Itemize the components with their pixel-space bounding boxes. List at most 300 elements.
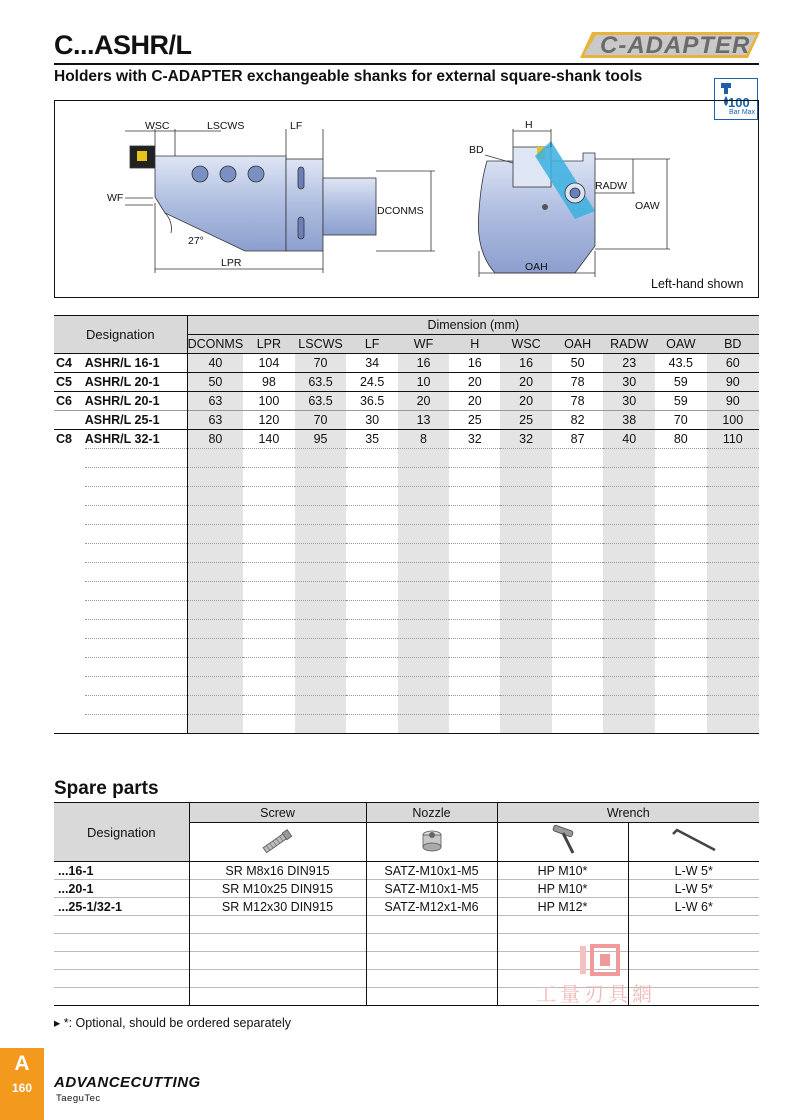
- empty-cell: [398, 487, 449, 506]
- empty-row: [54, 677, 759, 696]
- empty-cell: [500, 601, 552, 620]
- empty-cell: [295, 468, 347, 487]
- empty-cell: [187, 582, 243, 601]
- screw-icon: [258, 826, 298, 856]
- empty-cell: [366, 916, 497, 934]
- page-title: C...ASHR/L: [54, 30, 192, 60]
- dimension-cell: 24.5: [346, 373, 397, 392]
- dimension-column-header: OAH: [552, 335, 603, 354]
- label-wf: WF: [107, 192, 124, 204]
- empty-cell: [398, 449, 449, 468]
- empty-cell: [346, 525, 397, 544]
- label-lpr: LPR: [221, 257, 242, 269]
- screw-image-cell: [189, 823, 366, 862]
- empty-cell: [655, 525, 707, 544]
- empty-cell: [603, 582, 655, 601]
- empty-cell: [54, 563, 85, 582]
- empty-row: [54, 582, 759, 601]
- empty-cell: [346, 563, 397, 582]
- empty-cell: [449, 544, 500, 563]
- table-row: [54, 354, 759, 373]
- empty-cell: [243, 715, 294, 734]
- empty-cell: [398, 620, 449, 639]
- empty-cell: [603, 487, 655, 506]
- spare-designation-cell: ...16-1: [54, 862, 189, 880]
- empty-cell: [295, 715, 347, 734]
- label-angle: 27°: [188, 235, 204, 247]
- dimension-cell: 20: [398, 392, 449, 411]
- dimension-cell: 59: [655, 373, 707, 392]
- spare-screw-cell: SR M12x30 DIN915: [189, 898, 366, 916]
- page-number: 160: [11, 1081, 33, 1095]
- dimension-cell: 80: [655, 430, 707, 449]
- empty-cell: [85, 601, 187, 620]
- empty-cell: [603, 677, 655, 696]
- empty-cell: [500, 715, 552, 734]
- empty-cell: [243, 525, 294, 544]
- empty-cell: [54, 715, 85, 734]
- dimension-cell: 63: [187, 411, 243, 430]
- pressure-value: 100: [728, 95, 750, 110]
- empty-cell: [54, 449, 85, 468]
- group-code: C6: [54, 392, 85, 411]
- empty-cell: [398, 715, 449, 734]
- label-lf: LF: [290, 120, 303, 132]
- dimension-cell: 60: [707, 354, 759, 373]
- empty-cell: [628, 952, 759, 970]
- empty-cell: [552, 677, 603, 696]
- empty-cell: [295, 620, 347, 639]
- label-oah: OAH: [525, 261, 548, 273]
- empty-cell: [54, 970, 189, 988]
- empty-cell: [655, 696, 707, 715]
- logo-text: C-ADAPTER: [600, 32, 751, 59]
- dimension-cell: 95: [295, 430, 347, 449]
- dimension-cell: 120: [243, 411, 294, 430]
- empty-cell: [54, 525, 85, 544]
- dimension-group-header: Dimension (mm): [187, 316, 759, 335]
- empty-cell: [85, 677, 187, 696]
- section-letter: A: [14, 1052, 30, 1075]
- dimension-cell: 23: [603, 354, 655, 373]
- empty-cell: [54, 487, 85, 506]
- holder-drawing: [55, 101, 758, 297]
- dimension-cell: 87: [552, 430, 603, 449]
- spare-row: [54, 880, 759, 898]
- empty-cell: [85, 487, 187, 506]
- empty-cell: [449, 677, 500, 696]
- empty-cell: [655, 658, 707, 677]
- dimension-cell: 20: [449, 373, 500, 392]
- dimension-cell: 16: [449, 354, 500, 373]
- empty-cell: [85, 658, 187, 677]
- empty-cell: [398, 677, 449, 696]
- empty-cell: [295, 487, 347, 506]
- empty-row: [54, 449, 759, 468]
- empty-cell: [500, 696, 552, 715]
- spare-designation-cell: ...20-1: [54, 880, 189, 898]
- empty-row: [54, 715, 759, 734]
- watermark-text: 工量刃具網: [536, 982, 656, 1006]
- dimension-cell: 35: [346, 430, 397, 449]
- dimension-cell: 50: [187, 373, 243, 392]
- empty-cell: [85, 639, 187, 658]
- empty-row: [54, 696, 759, 715]
- empty-cell: [54, 952, 189, 970]
- empty-cell: [366, 952, 497, 970]
- empty-cell: [398, 563, 449, 582]
- empty-cell: [707, 563, 759, 582]
- designation-header: Designation: [54, 316, 187, 354]
- t-wrench-image-cell: [497, 823, 628, 862]
- empty-cell: [655, 639, 707, 658]
- empty-cell: [603, 563, 655, 582]
- dimension-table: [54, 315, 759, 734]
- empty-cell: [189, 934, 366, 952]
- empty-cell: [243, 696, 294, 715]
- empty-cell: [187, 696, 243, 715]
- empty-cell: [449, 506, 500, 525]
- empty-cell: [707, 525, 759, 544]
- empty-cell: [187, 449, 243, 468]
- empty-cell: [655, 506, 707, 525]
- empty-cell: [346, 658, 397, 677]
- empty-cell: [295, 525, 347, 544]
- empty-cell: [243, 563, 294, 582]
- empty-row: [54, 934, 759, 952]
- spare-nozzle-cell: SATZ-M10x1-M5: [366, 862, 497, 880]
- dimension-cell: 70: [295, 354, 347, 373]
- empty-row: [54, 620, 759, 639]
- empty-cell: [54, 582, 85, 601]
- empty-cell: [54, 988, 189, 1006]
- label-oaw: OAW: [635, 200, 660, 212]
- spare-screw-cell: SR M8x16 DIN915: [189, 862, 366, 880]
- empty-cell: [655, 468, 707, 487]
- table-row: [54, 373, 759, 392]
- empty-cell: [449, 582, 500, 601]
- empty-cell: [243, 544, 294, 563]
- empty-cell: [189, 916, 366, 934]
- spare-wrench2-cell: L-W 5*: [628, 862, 759, 880]
- empty-cell: [603, 639, 655, 658]
- empty-cell: [54, 916, 189, 934]
- empty-cell: [655, 449, 707, 468]
- empty-cell: [346, 715, 397, 734]
- empty-cell: [628, 934, 759, 952]
- brand-logo: ADVANCECUTTING: [54, 1074, 201, 1091]
- empty-cell: [707, 696, 759, 715]
- empty-cell: [655, 715, 707, 734]
- wrench-header: Wrench: [497, 803, 759, 823]
- spare-row: [54, 862, 759, 880]
- l-wrench-icon: [669, 826, 719, 856]
- dimension-cell: 90: [707, 392, 759, 411]
- empty-cell: [603, 449, 655, 468]
- empty-cell: [243, 506, 294, 525]
- spare-nozzle-cell: SATZ-M12x1-M6: [366, 898, 497, 916]
- spare-designation-cell: ...25-1/32-1: [54, 898, 189, 916]
- empty-row: [54, 563, 759, 582]
- empty-cell: [707, 487, 759, 506]
- dimension-cell: 25: [500, 411, 552, 430]
- dimension-cell: 25: [449, 411, 500, 430]
- empty-cell: [346, 696, 397, 715]
- dimension-cell: 104: [243, 354, 294, 373]
- empty-cell: [707, 620, 759, 639]
- empty-cell: [552, 696, 603, 715]
- empty-cell: [655, 620, 707, 639]
- t-wrench-icon: [543, 825, 583, 857]
- empty-cell: [449, 601, 500, 620]
- empty-row: [54, 468, 759, 487]
- page-subtitle: Holders with C-ADAPTER exchangeable shanks for external square-shank tools: [54, 68, 643, 85]
- dimension-cell: 40: [603, 430, 655, 449]
- dimension-column-header: OAW: [655, 335, 707, 354]
- footnote-text: *: Optional, should be ordered separately: [63, 1016, 291, 1030]
- dimension-cell: 140: [243, 430, 294, 449]
- empty-cell: [707, 582, 759, 601]
- dimension-column-header: LSCWS: [295, 335, 347, 354]
- empty-cell: [552, 487, 603, 506]
- empty-cell: [243, 487, 294, 506]
- label-bd: BD: [469, 144, 484, 156]
- empty-cell: [552, 525, 603, 544]
- table-row: [54, 392, 759, 411]
- pressure-unit: Bar Max: [729, 109, 756, 116]
- spare-wrench1-cell: HP M12*: [497, 898, 628, 916]
- empty-cell: [552, 468, 603, 487]
- empty-row: [54, 639, 759, 658]
- dimension-column-header: DCONMS: [187, 335, 243, 354]
- dimension-cell: 10: [398, 373, 449, 392]
- dimension-cell: 8: [398, 430, 449, 449]
- empty-cell: [54, 934, 189, 952]
- empty-cell: [295, 639, 347, 658]
- empty-cell: [398, 696, 449, 715]
- empty-cell: [603, 658, 655, 677]
- empty-cell: [85, 525, 187, 544]
- empty-cell: [346, 601, 397, 620]
- spare-wrench1-cell: HP M10*: [497, 880, 628, 898]
- l-wrench-image-cell: [628, 823, 759, 862]
- empty-cell: [398, 506, 449, 525]
- label-h: H: [525, 119, 533, 131]
- dimension-cell: 63.5: [295, 392, 347, 411]
- empty-cell: [346, 582, 397, 601]
- empty-cell: [366, 970, 497, 988]
- empty-cell: [54, 658, 85, 677]
- empty-cell: [187, 468, 243, 487]
- empty-cell: [85, 620, 187, 639]
- empty-cell: [398, 468, 449, 487]
- empty-cell: [707, 639, 759, 658]
- designation-cell: ASHR/L 25-1: [85, 411, 187, 430]
- empty-cell: [295, 601, 347, 620]
- label-radw: RADW: [595, 180, 628, 192]
- empty-cell: [346, 468, 397, 487]
- empty-cell: [603, 620, 655, 639]
- dimension-cell: 90: [707, 373, 759, 392]
- empty-cell: [552, 506, 603, 525]
- empty-row: [54, 601, 759, 620]
- empty-cell: [295, 449, 347, 468]
- empty-cell: [295, 696, 347, 715]
- dimension-cell: 32: [500, 430, 552, 449]
- empty-cell: [295, 563, 347, 582]
- dimension-cell: 63.5: [295, 373, 347, 392]
- empty-cell: [500, 639, 552, 658]
- empty-cell: [500, 582, 552, 601]
- empty-row: [54, 658, 759, 677]
- dimension-cell: 36.5: [346, 392, 397, 411]
- empty-cell: [603, 468, 655, 487]
- empty-cell: [449, 639, 500, 658]
- drawing-note: Left-hand shown: [651, 277, 744, 291]
- empty-cell: [500, 449, 552, 468]
- nozzle-icon: [417, 826, 447, 856]
- empty-cell: [346, 544, 397, 563]
- empty-cell: [500, 487, 552, 506]
- bullet-arrow-icon: ▸: [54, 1016, 64, 1030]
- dimension-cell: 110: [707, 430, 759, 449]
- dimension-cell: 70: [295, 411, 347, 430]
- dimension-cell: 100: [243, 392, 294, 411]
- dimension-cell: 59: [655, 392, 707, 411]
- empty-cell: [449, 715, 500, 734]
- empty-cell: [552, 658, 603, 677]
- c-adapter-logo: [578, 30, 760, 60]
- dimension-cell: 50: [552, 354, 603, 373]
- dimension-cell: 70: [655, 411, 707, 430]
- empty-cell: [500, 468, 552, 487]
- spare-wrench2-cell: L-W 5*: [628, 880, 759, 898]
- side-view: [125, 129, 435, 273]
- empty-cell: [187, 487, 243, 506]
- empty-cell: [500, 544, 552, 563]
- empty-cell: [449, 449, 500, 468]
- designation-cell: ASHR/L 20-1: [85, 392, 187, 411]
- footnote: [54, 1015, 291, 1030]
- empty-cell: [398, 658, 449, 677]
- dimension-cell: 63: [187, 392, 243, 411]
- empty-cell: [346, 487, 397, 506]
- empty-cell: [85, 544, 187, 563]
- empty-cell: [552, 601, 603, 620]
- label-wsc: WSC: [145, 120, 170, 132]
- title-rule: [54, 63, 759, 65]
- empty-cell: [54, 696, 85, 715]
- nozzle-header: Nozzle: [366, 803, 497, 823]
- designation-cell: ASHR/L 32-1: [85, 430, 187, 449]
- empty-cell: [85, 696, 187, 715]
- empty-cell: [398, 525, 449, 544]
- empty-row: [54, 525, 759, 544]
- empty-cell: [603, 506, 655, 525]
- spare-screw-cell: SR M10x25 DIN915: [189, 880, 366, 898]
- screw-header: Screw: [189, 803, 366, 823]
- empty-cell: [187, 544, 243, 563]
- empty-cell: [346, 449, 397, 468]
- spare-designation-header: Designation: [54, 803, 189, 862]
- table-row: [54, 430, 759, 449]
- empty-cell: [295, 658, 347, 677]
- dimension-cell: 32: [449, 430, 500, 449]
- empty-cell: [54, 620, 85, 639]
- empty-cell: [295, 506, 347, 525]
- empty-row: [54, 952, 759, 970]
- empty-cell: [54, 506, 85, 525]
- empty-cell: [295, 582, 347, 601]
- empty-cell: [603, 544, 655, 563]
- empty-cell: [398, 601, 449, 620]
- group-code: C4: [54, 354, 85, 373]
- empty-cell: [655, 582, 707, 601]
- empty-cell: [85, 468, 187, 487]
- dimension-cell: 78: [552, 392, 603, 411]
- watermark-logo-icon: [578, 944, 622, 978]
- empty-cell: [346, 639, 397, 658]
- dimension-cell: 20: [500, 373, 552, 392]
- empty-cell: [54, 601, 85, 620]
- empty-cell: [655, 601, 707, 620]
- technical-drawing: [54, 100, 759, 298]
- empty-row: [54, 506, 759, 525]
- empty-cell: [346, 677, 397, 696]
- empty-cell: [85, 506, 187, 525]
- dimension-column-header: BD: [707, 335, 759, 354]
- empty-cell: [187, 563, 243, 582]
- empty-cell: [449, 620, 500, 639]
- spare-row: [54, 898, 759, 916]
- empty-cell: [552, 582, 603, 601]
- spare-parts-table: [54, 802, 759, 1006]
- empty-cell: [552, 715, 603, 734]
- empty-cell: [243, 620, 294, 639]
- empty-cell: [187, 639, 243, 658]
- empty-cell: [707, 658, 759, 677]
- empty-cell: [707, 468, 759, 487]
- empty-cell: [346, 506, 397, 525]
- empty-cell: [655, 677, 707, 696]
- empty-cell: [500, 506, 552, 525]
- dimension-cell: 98: [243, 373, 294, 392]
- empty-cell: [366, 988, 497, 1006]
- empty-cell: [398, 544, 449, 563]
- dimension-cell: 80: [187, 430, 243, 449]
- empty-cell: [189, 952, 366, 970]
- dimension-cell: 40: [187, 354, 243, 373]
- empty-cell: [552, 449, 603, 468]
- empty-cell: [54, 639, 85, 658]
- empty-cell: [187, 506, 243, 525]
- empty-cell: [243, 677, 294, 696]
- empty-cell: [552, 544, 603, 563]
- empty-cell: [187, 677, 243, 696]
- empty-cell: [500, 563, 552, 582]
- group-code: C5: [54, 373, 85, 392]
- dimension-cell: 16: [500, 354, 552, 373]
- nozzle-image-cell: [366, 823, 497, 862]
- empty-cell: [552, 639, 603, 658]
- empty-cell: [85, 449, 187, 468]
- empty-cell: [449, 487, 500, 506]
- empty-cell: [85, 582, 187, 601]
- empty-cell: [707, 601, 759, 620]
- designation-cell: ASHR/L 20-1: [85, 373, 187, 392]
- empty-cell: [187, 658, 243, 677]
- empty-cell: [243, 658, 294, 677]
